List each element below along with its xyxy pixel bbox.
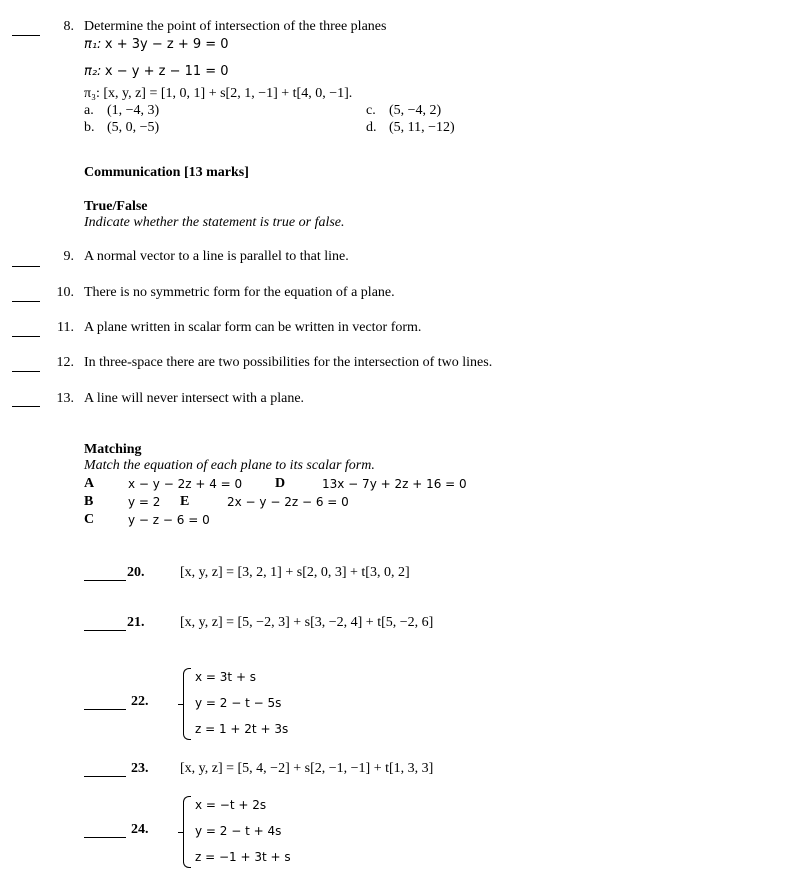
choice-label-b: B [84,494,94,509]
question-number-11: 11. [57,320,74,335]
choice-d-equation: 13x − 7y + 2z + 16 = 0 [322,477,467,491]
option-b-label: b. [84,120,95,135]
plane-pi2 [84,64,229,80]
matching-item-22-line-1: x = 3t + s [195,670,257,684]
question-number-12: 12. [56,355,74,370]
answer-blank-24[interactable] [84,837,126,838]
statement-12: In three-space there are two possibilities for the intersection of two lines. [84,355,493,370]
statement-13: A line will never intersect with a plane. [84,391,305,406]
question-number-10: 10. [56,285,74,300]
system-brace-24 [183,796,191,868]
answer-blank-10[interactable] [12,301,40,302]
system-brace-22 [183,668,191,740]
question-number-21: 21. [127,615,145,630]
choice-a-equation: x − y − 2z + 4 = 0 [128,477,243,491]
option-c: (5, −4, 2) [389,103,442,118]
section-heading-matching: Matching [84,442,142,457]
matching-item-22-line-2: y = 2 − t − 5s [195,696,282,710]
choice-c-equation: y − z − 6 = 0 [128,513,210,527]
answer-blank-9[interactable] [12,266,40,267]
question-number-8: 8. [63,19,74,34]
true-false-instructions: Indicate whether the statement is true or false. [84,215,345,230]
plane-pi1-equation: x + 3y − z + 9 = 0 [104,37,229,52]
statement-10: There is no symmetric form for the equation of a plane. [84,285,395,300]
question-number-23: 23. [131,761,149,776]
answer-blank-12[interactable] [12,371,40,372]
matching-item-24-line-1: x = −t + 2s [195,798,267,812]
question-prompt-8: Determine the point of intersection of the three planes [84,19,387,34]
plane-pi3: π₃: [x, y, z] = [1, 0, 1] + s[2, 1, −1] + t[4, 0, −1]. [84,86,353,101]
option-a: (1, −4, 3) [107,103,160,118]
matching-item-21: [x, y, z] = [5, −2, 3] + s[3, −2, 4] + t[5, −2, 6] [180,615,434,630]
plane-pi1 [84,37,229,53]
option-d: (5, 11, −12) [389,120,455,135]
plane-pi2-equation: x − y + z − 11 = 0 [104,64,229,79]
option-b: (5, 0, −5) [107,120,160,135]
plane-pi1-label: π₁: [84,37,102,52]
option-a-label: a. [84,103,94,118]
choice-label-c: C [84,512,95,527]
answer-blank-20[interactable] [84,580,126,581]
answer-blank-22[interactable] [84,709,126,710]
question-number-22: 22. [131,694,149,709]
choice-e-equation: 2x − y − 2z − 6 = 0 [227,495,349,509]
section-heading-communication: Communication [13 marks] [84,165,249,180]
option-d-label: d. [366,120,377,135]
matching-item-24-line-3: z = −1 + 3t + s [195,850,291,864]
statement-9: A normal vector to a line is parallel to that line. [84,249,349,264]
answer-blank-23[interactable] [84,776,126,777]
answer-blank-11[interactable] [12,336,40,337]
choice-label-d: D [275,476,286,491]
matching-instructions: Match the equation of each plane to its scalar form. [84,458,375,473]
question-number-13: 13. [56,391,74,406]
question-number-24: 24. [131,822,149,837]
matching-item-23: [x, y, z] = [5, 4, −2] + s[2, −1, −1] + t[1, 3, 3] [180,761,434,776]
plane-pi2-label: π₂: [84,64,102,79]
matching-item-24-line-2: y = 2 − t + 4s [195,824,282,838]
question-number-9: 9. [63,249,74,264]
matching-item-22-line-3: z = 1 + 2t + 3s [195,722,289,736]
choice-label-e: E [180,494,190,509]
answer-blank-21[interactable] [84,630,126,631]
answer-blank-13[interactable] [12,406,40,407]
answer-blank-8[interactable] [12,35,40,36]
section-heading-true-false: True/False [84,199,148,214]
question-number-20: 20. [127,565,145,580]
matching-item-20: [x, y, z] = [3, 2, 1] + s[2, 0, 3] + t[3, 0, 2] [180,565,410,580]
choice-label-a: A [84,476,95,491]
choice-b-equation: y = 2 [128,495,161,509]
statement-11: A plane written in scalar form can be written in vector form. [84,320,422,335]
option-c-label: c. [366,103,376,118]
